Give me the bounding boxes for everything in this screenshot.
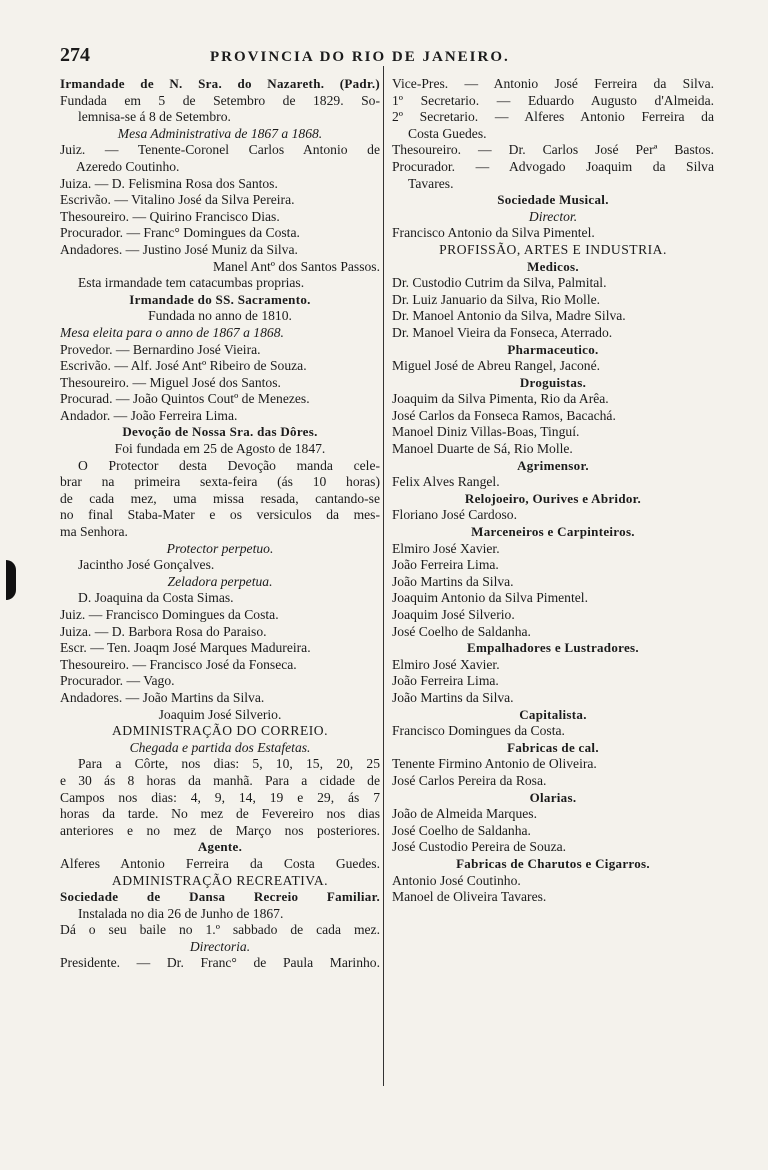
text-line: Thesoureiro. — Miguel José dos Santos. [60,374,281,390]
text-line: Costa Guedes. [408,125,487,141]
text-line: Para a Côrte, nos dias: 5, 10, 15, 20, 25 [78,756,380,772]
text-line: Director. [528,208,578,224]
text-line: Alferes Antonio Ferreira da Costa Guedes. [60,855,380,871]
section-heading: Marceneiros e Carpinteiros. [471,524,635,540]
text-line: Juiza. — D. Barbora Rosa do Paraiso. [60,623,267,639]
section-heading: Agente. [197,839,243,855]
text-line: Manoel Diniz Villas-Boas, Tinguí. [392,424,580,440]
text-line: e 30 ás 8 horas da manhã. Para a cidade de [60,772,380,788]
text-line: Procurador. — Franc° Domingues da Costa. [60,225,300,241]
text-line: O Protector desta Devoção manda cele- [78,457,380,473]
page-edge-mark [6,560,16,600]
section-heading: Sociedade de Dansa Recreio Familiar. [60,889,380,905]
text-line: Chegada e partida dos Estafetas. [129,739,311,755]
text-line: Manoel de Oliveira Tavares. [392,889,547,905]
text-line: Escr. — Ten. Joaqm José Marques Madureira. [60,640,311,656]
text-line: Joaquim José Silverio. [158,706,282,722]
right-column [392,76,714,906]
text-line: Jacintho José Gonçalves. [78,557,215,573]
text-line: Thesoureiro. — Dr. Carlos José Perª Bastos. [392,142,714,158]
text-line: Joaquim Antonio da Silva Pimentel. [392,590,588,606]
text-line: Dá o seu baile no 1.º sabbado de cada mez. [60,922,380,938]
text-line: Joaquim José Silverio. [392,607,515,622]
text-line: Campos nos dias: 4, 9, 14, 19 e 29, ás 7 [60,789,380,805]
text-line: Juiz. — Francisco Domingues da Costa. [60,607,279,622]
text-line: D. Joaquina da Costa Simas. [78,590,234,606]
section-heading: Olarias. [529,789,577,805]
text-line: Fundada no anno de 1810. [148,308,292,324]
column-divider [383,66,384,1086]
text-line: Tavares. [408,175,454,191]
running-title: PROVINCIA DO RIO DE JANEIRO. [210,49,510,65]
text-line: Azeredo Coutinho. [76,158,180,174]
text-line: Thesoureiro. — Francisco José da Fonseca. [60,656,297,672]
text-line: Presidente. — Dr. Franc° de Paula Marinho. [60,955,380,971]
text-line: José Coelho de Saldanha. [392,623,531,639]
text-line: anteriores e no mez de Março nos posteriores. [60,822,380,838]
text-line: ma Senhora. [60,524,128,540]
text-line: Elmiro José Xavier. [392,540,500,556]
text-line: Miguel José de Abreu Rangel, Jaconé. [392,358,601,374]
text-line: João Martins da Silva. [392,573,514,589]
text-line: Manel Antº dos Santos Passos. [213,258,380,274]
text-line: Mesa Administrativa de 1867 a 1868. [117,125,323,141]
text-line: Antonio José Coutinho. [392,872,521,888]
text-line: horas da tarde. No mez de Fevereiro nos dias [60,806,380,822]
text-line: José Coelho de Saldanha. [392,822,531,838]
left-column [60,76,380,972]
text-line: 2º Secretario. — Alferes Antonio Ferreira da [392,109,714,125]
text-line: Francisco Domingues da Costa. [392,723,565,739]
text-line: João Martins da Silva. [392,689,514,705]
text-line: João Ferreira Lima. [392,557,499,573]
text-line: Dr. Manoel Vieira da Fonseca, Aterrado. [392,324,613,340]
text-line: Vice-Pres. — Antonio José Ferreira da Silva. [392,76,714,91]
section-heading: Irmandade de N. Sra. do Nazareth. (Padr.) [60,76,380,91]
section-heading: Fabricas de Charutos e Cigarros. [456,855,650,871]
section-heading: Capitalista. [519,706,587,722]
text-line: José Carlos Pereira da Rosa. [392,772,547,788]
text-line: Zeladora perpetua. [167,573,273,589]
text-line: Francisco Antonio da Silva Pimentel. [392,225,595,241]
text-line: Fundada em 5 de Setembro de 1829. So- [60,92,380,108]
text-line: Escrivão. — Alf. José Antº Ribeiro de Souza. [60,358,307,374]
text-line: no final Staba-Mater e os versiculos da mes- [60,507,380,523]
text-line: Andadores. — João Martins da Silva. [60,689,265,705]
section-heading: Agrimensor. [517,457,589,473]
text-line: Andadores. — Justino José Muniz da Silva. [60,241,298,257]
section-heading: Empalhadores e Lustradores. [467,640,639,656]
text-line: brar na primeira sexta-feira (ás 10 horas) [60,474,380,490]
text-line: Dr. Luiz Januario da Silva, Rio Molle. [392,291,601,307]
text-line: Esta irmandade tem catacumbas proprias. [78,275,305,291]
section-heading: Sociedade Musical. [497,192,609,208]
section-heading: Medicos. [527,258,579,274]
text-line: PROFISSÃO, ARTES E INDUSTRIA. [439,241,667,257]
text-line: Escrivão. — Vitalino José da Silva Pereira. [60,192,295,208]
text-line: Elmiro José Xavier. [392,656,500,672]
text-line: 1º Secretario. — Eduardo Augusto d'Almeida. [392,92,714,108]
text-line: Protector perpetuo. [166,540,274,556]
page-header [60,44,710,72]
section-heading: Devoção de Nossa Sra. das Dôres. [122,424,318,440]
section-heading: Relojoeiro, Ourives e Abridor. [464,490,642,506]
text-line: lemnisa-se á 8 de Setembro. [78,109,231,125]
text-line: Juiza. — D. Felismina Rosa dos Santos. [60,175,278,191]
section-heading: Fabricas de cal. [507,739,599,755]
text-line: ADMINISTRAÇÃO RECREATIVA. [111,872,329,888]
text-line: José Carlos da Fonseca Ramos, Bacachá. [392,407,616,423]
text-line: Provedor. — Bernardino José Vieira. [60,341,261,357]
text-line: Tenente Firmino Antonio de Oliveira. [392,756,597,772]
text-line: Manoel Duarte de Sá, Rio Molle. [392,441,573,457]
text-line: Thesoureiro. — Quirino Francisco Dias. [60,208,280,224]
text-line: Dr. Custodio Cutrim da Silva, Palmital. [392,275,607,291]
text-line: Juiz. — Tenente-Coronel Carlos Antonio de [60,142,380,158]
text-line: Andador. — João Ferreira Lima. [60,407,238,423]
text-line: José Custodio Pereira de Souza. [392,839,567,855]
text-line: Procurad. — João Quintos Coutº de Menezes. [60,391,310,407]
text-line: de cada mez, uma missa resada, cantando-se [60,490,380,506]
text-line: Dr. Manoel Antonio da Silva, Madre Silva. [392,308,626,324]
text-line: Directoria. [189,938,251,954]
section-heading: Irmandade do SS. Sacramento. [129,291,311,307]
text-line: João Ferreira Lima. [392,673,499,689]
text-line: Joaquim da Silva Pimenta, Rio da Arêa. [392,391,609,407]
text-line: Foi fundada em 25 de Agosto de 1847. [114,441,326,457]
text-line: João de Almeida Marques. [392,806,537,822]
page-number: 274 [60,44,90,66]
text-line: ADMINISTRAÇÃO DO CORREIO. [111,723,329,739]
section-heading: Droguistas. [519,374,587,390]
text-line: Floriano José Cardoso. [392,507,517,523]
text-line: Mesa eleita para o anno de 1867 a 1868. [60,324,284,340]
text-line: Felix Alves Rangel. [392,474,500,490]
text-line: Procurador. — Advogado Joaquim da Silva [392,158,714,174]
text-line: Procurador. — Vago. [60,673,175,689]
section-heading: Pharmaceutico. [507,341,599,357]
text-line: Instalada no dia 26 de Junho de 1867. [78,905,284,921]
